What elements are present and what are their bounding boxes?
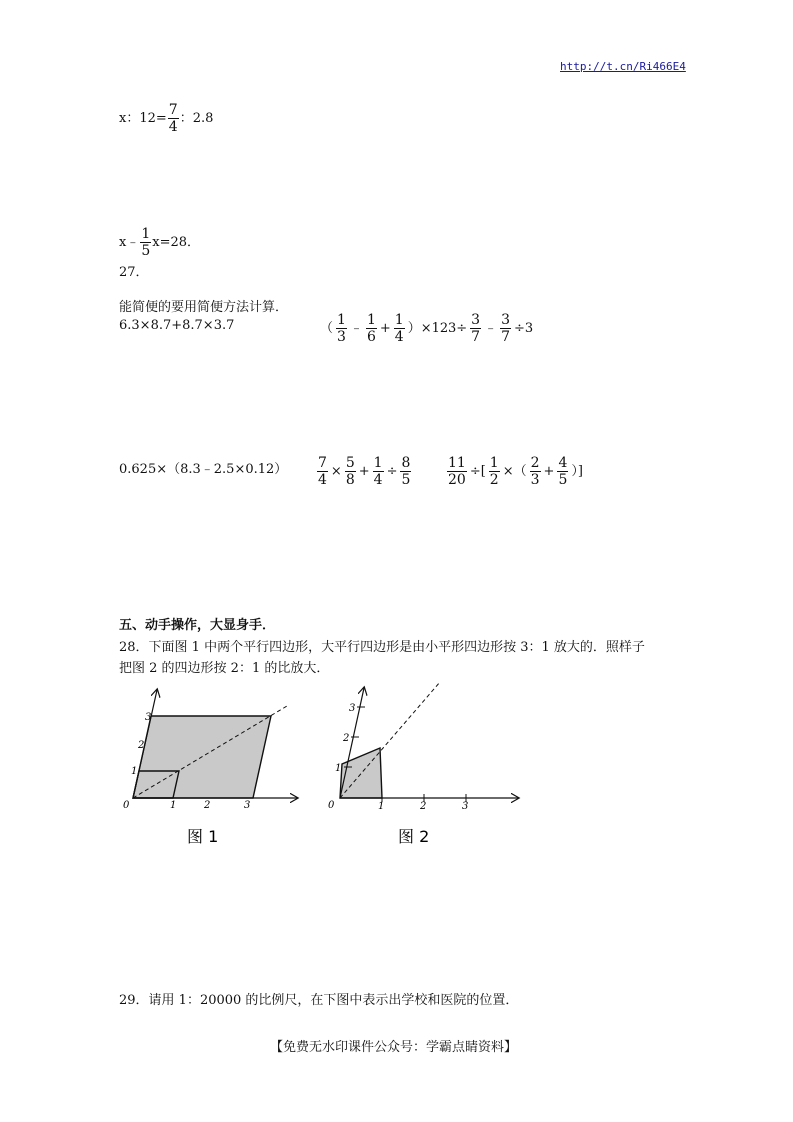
figure-1-caption: 图 1 [187,827,219,846]
equation-linear [119,226,200,259]
numerator: 5 [345,455,355,471]
expression-1: 6.3×8.7+8.7×3.7 [119,318,235,333]
operator: ﹣ [484,320,498,336]
header-link[interactable]: http://t.cn/Ri466E4 [560,60,686,73]
numerator: 8 [401,455,411,471]
operator: ×（ [502,463,527,479]
x-tick-label: 3 [244,800,251,811]
fraction [530,455,541,488]
eq-prefix: x：12= [119,111,167,126]
paren-close: ）×12 [407,320,449,336]
fraction [447,455,467,488]
fraction [400,455,411,488]
origin-label: 0 [328,800,335,811]
x-tick-label: 3 [462,801,469,812]
question-28-line-2: 把图 2 的四边形按 2：1 的比放大． [119,661,330,676]
figure-2-caption: 图 2 [398,827,430,846]
fraction [373,455,384,488]
footer-note: 【免费无水印课件公众号：学霸点睛资料】 [270,1040,518,1055]
y-tick-label: 1 [131,766,138,777]
section-title: 五、动手操作，大显身手． [119,618,276,633]
origin-label: 0 [123,800,130,811]
eq-prefix: x﹣ [119,235,140,250]
numerator: 7 [318,455,327,471]
numerator: 1 [141,226,151,242]
operator: 3÷ [448,320,468,336]
denominator: 7 [471,329,481,345]
denominator: 5 [558,472,568,488]
x-tick-label: 2 [204,800,211,811]
expression-4: 0.625×（8.3﹣2.5×0.12） [119,462,288,477]
x-tick-label: 1 [170,800,177,811]
fraction [500,312,511,345]
x-tick-label: 1 [378,801,385,812]
denominator: 6 [366,329,376,345]
fraction [366,312,377,345]
fraction [489,455,500,488]
numerator: 3 [501,312,511,328]
expression-3 [446,312,535,345]
operator: + [379,320,391,336]
denominator: 8 [345,472,355,488]
operator: ）] [571,463,583,479]
expression-5 [316,455,412,488]
denominator: 4 [373,472,383,488]
denominator: 20 [448,472,466,488]
operator: ﹣ [349,320,363,336]
fraction [336,312,347,345]
denominator: 7 [501,329,511,345]
denominator: 3 [337,329,346,345]
operator: ÷ [386,463,398,479]
fraction [345,455,356,488]
denominator: 4 [318,472,327,488]
dashed-ray [340,682,440,798]
numerator: 1 [366,312,376,328]
figure-1 [115,682,305,847]
y-tick-label: 3 [349,703,356,714]
denominator: 2 [489,472,499,488]
eq-suffix: x=28． [152,235,201,250]
fraction [168,102,179,135]
denominator: 5 [141,243,151,259]
numerator: 11 [448,455,466,471]
fraction [470,312,481,345]
equation-ratio [119,102,213,135]
operator: + [543,463,555,479]
numerator: 2 [530,455,540,471]
y-tick-label: 2 [343,733,350,744]
denominator: 4 [394,329,404,345]
fraction [317,455,328,488]
numerator: 3 [471,312,481,328]
paren-open: （ [320,320,334,336]
numerator: 1 [489,455,499,471]
denominator: 3 [530,472,540,488]
denominator: 4 [168,119,178,135]
numerator: 4 [558,455,568,471]
question-number: 27． [119,265,149,280]
eq-suffix: ：2.8 [179,111,214,126]
numerator: 7 [168,102,178,118]
operator: ÷3 [514,320,534,336]
expression-2 [318,312,450,345]
y-tick-label: 2 [138,740,145,751]
question-29: 29．请用 1：20000 的比例尺，在下图中表示出学校和医院的位置． [119,993,519,1008]
numerator: 1 [373,455,383,471]
denominator: 5 [401,472,411,488]
operator: × [330,463,342,479]
x-tick-label: 2 [420,801,427,812]
fraction [557,455,568,488]
question-28-line-1: 28．下面图 1 中两个平行四边形，大平行四边形是由小平形四边形按 3：1 放大的．照样子 [119,640,645,655]
question-instruction: 能简便的要用简便方法计算． [119,300,289,315]
fraction [394,312,405,345]
figure-2 [322,676,527,847]
numerator: 1 [394,312,404,328]
fraction [140,226,151,259]
operator: ÷[ [469,463,486,479]
numerator: 1 [337,312,346,328]
y-tick-label: 3 [145,712,152,723]
y-tick-label: 1 [335,763,342,774]
expression-6 [446,455,585,488]
operator: + [358,463,370,479]
